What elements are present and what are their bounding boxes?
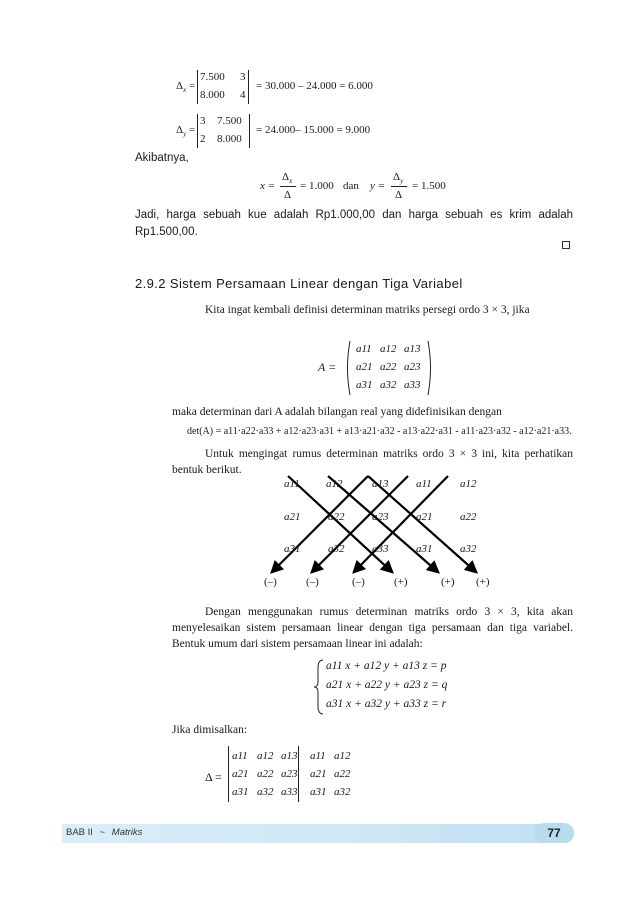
sarrus-r1c2: a12 <box>326 478 343 490</box>
delta-y-label: $\Delta_y$ = <box>176 124 196 138</box>
fraction-bar <box>280 186 296 187</box>
system-brace <box>312 658 326 716</box>
delta-r1c4: a11 <box>310 750 326 762</box>
section-title: 2.9.2 Sistem Persamaan Linear dengan Tiga Variabel <box>135 276 463 291</box>
delta-r3c1: a31 <box>232 786 249 798</box>
delta-r3c4: a31 <box>310 786 327 798</box>
delta-r1c5: a12 <box>334 750 351 762</box>
delta-big-label: Δ = <box>205 770 222 784</box>
delta-x-m22: 4 <box>240 89 246 101</box>
matrix-a-a31: a31 <box>356 379 373 391</box>
delta-r2c4: a21 <box>310 768 327 780</box>
sarrus-r2c2: a22 <box>328 511 345 523</box>
intro-text: Kita ingat kembali definisi determinan matriks persegi ordo 3 × 3, jika <box>205 304 530 316</box>
matrix-a-a22: a22 <box>380 361 397 373</box>
delta-y-result: = 24.000– 15.000 = 9.000 <box>256 124 371 136</box>
x-fraction-num: $\Delta_x$ <box>282 171 293 185</box>
delta-r3c2: a32 <box>257 786 274 798</box>
delta-r3c3: a33 <box>281 786 298 798</box>
delta-r2c1: a21 <box>232 768 249 780</box>
y-value: = 1.500 <box>412 180 446 192</box>
det-bar-left <box>228 746 229 802</box>
delta-x-m21: 8.000 <box>200 89 225 101</box>
sarrus-intro-text: Untuk mengingat rumus determinan matriks ordo 3 × 3 ini, kita perhatikan bentuk berikut. <box>172 448 573 476</box>
det-bar-right <box>249 114 250 148</box>
delta-r3c5: a32 <box>334 786 351 798</box>
delta-x-result: = 30.000 – 24.000 = 6.000 <box>256 80 373 92</box>
system-intro-text: Dengan menggunakan rumus determinan matriks ordo 3 × 3, kita akan menyelesaikan sistem persamaan linear dengan tiga persamaan dan tiga variabel. Bentuk umum dari sistem persamaan linear ini adalah: <box>172 606 573 650</box>
y-lhs: y = <box>370 180 386 192</box>
sarrus-r2c5: a22 <box>460 511 477 523</box>
sign-minus-1: (–) <box>264 576 277 588</box>
delta-y-m22: 8.000 <box>217 133 242 145</box>
equation-2: a21 x + a22 y + a23 z = q <box>326 679 448 691</box>
x-fraction-den: Δ <box>284 189 292 201</box>
det-formula: det(A) = a11·a22·a33 + a12·a23·a31 + a13·a21·a32 - a13·a22·a31 - a11·a23·a32 - a12·a21·a33. <box>187 426 572 437</box>
sarrus-r2c4: a21 <box>416 511 433 523</box>
matrix-a-a12: a12 <box>380 343 397 355</box>
sarrus-r1c3: a13 <box>372 478 389 490</box>
matrix-a-name: A = <box>318 360 337 374</box>
sign-plus-2: (+) <box>441 576 455 588</box>
delta-r1c2: a12 <box>257 750 274 762</box>
matrix-a-a21: a21 <box>356 361 373 373</box>
sign-plus-3: (+) <box>476 576 490 588</box>
sarrus-r2c1: a21 <box>284 511 301 523</box>
y-fraction-num: $\Delta_y$ <box>393 171 404 185</box>
conclusion-text: Jadi, harga sebuah kue adalah Rp1.000,00 dan harga sebuah es krim adalah Rp1.500,00. <box>135 209 573 238</box>
x-value: = 1.000 <box>300 180 334 192</box>
footer-chapter: BAB II ~ Matriks <box>66 827 143 838</box>
sarrus-r1c4: a11 <box>416 478 432 490</box>
delta-r2c3: a23 <box>281 768 298 780</box>
sarrus-r2c3: a23 <box>372 511 389 523</box>
matrix-a-a11: a11 <box>356 343 372 355</box>
det-bar-left <box>197 114 198 148</box>
delta-x-m12: 3 <box>240 71 246 83</box>
delta-r1c3: a13 <box>281 750 298 762</box>
delta-r2c2: a22 <box>257 768 274 780</box>
delta-x-m11: 7.500 <box>200 71 225 83</box>
sign-minus-2: (–) <box>306 576 319 588</box>
delta-y-m11: 3 <box>200 115 206 127</box>
sign-minus-3: (–) <box>352 576 365 588</box>
sign-plus-1: (+) <box>394 576 408 588</box>
sarrus-r1c1: a11 <box>284 478 300 490</box>
sarrus-r3c2: a32 <box>328 543 345 555</box>
definition-text: maka determinan dari A adalah bilangan real yang didefinisikan dengan <box>172 406 502 418</box>
det-bar-right <box>298 746 299 802</box>
sarrus-r3c3: a33 <box>372 543 389 555</box>
sarrus-r1c5: a12 <box>460 478 477 490</box>
delta-y-m21: 2 <box>200 133 206 145</box>
end-of-proof-icon <box>562 241 570 249</box>
matrix-a-a13: a13 <box>404 343 421 355</box>
delta-r1c1: a11 <box>232 750 248 762</box>
page-number: 77 <box>534 823 574 843</box>
delta-y-m12: 7.500 <box>217 115 242 127</box>
jika-dimisalkan-text: Jika dimisalkan: <box>172 724 248 736</box>
matrix-a-a32: a32 <box>380 379 397 391</box>
fraction-bar <box>391 186 407 187</box>
dan-text: dan <box>343 180 359 192</box>
sarrus-r3c1: a31 <box>284 543 301 555</box>
matrix-a-a33: a33 <box>404 379 421 391</box>
x-lhs: x = <box>260 180 276 192</box>
sarrus-r3c4: a31 <box>416 543 433 555</box>
det-bar-left <box>197 70 198 104</box>
equation-1: a11 x + a12 y + a13 z = p <box>326 660 447 672</box>
y-fraction-den: Δ <box>395 189 403 201</box>
delta-x-label: $\Delta_x$ = <box>176 80 196 94</box>
akibatnya-text: Akibatnya, <box>135 152 189 164</box>
equation-3: a31 x + a32 y + a33 z = r <box>326 698 447 710</box>
delta-r2c5: a22 <box>334 768 351 780</box>
det-bar-right <box>248 70 249 104</box>
matrix-a-a23: a23 <box>404 361 421 373</box>
sarrus-r3c5: a32 <box>460 543 477 555</box>
